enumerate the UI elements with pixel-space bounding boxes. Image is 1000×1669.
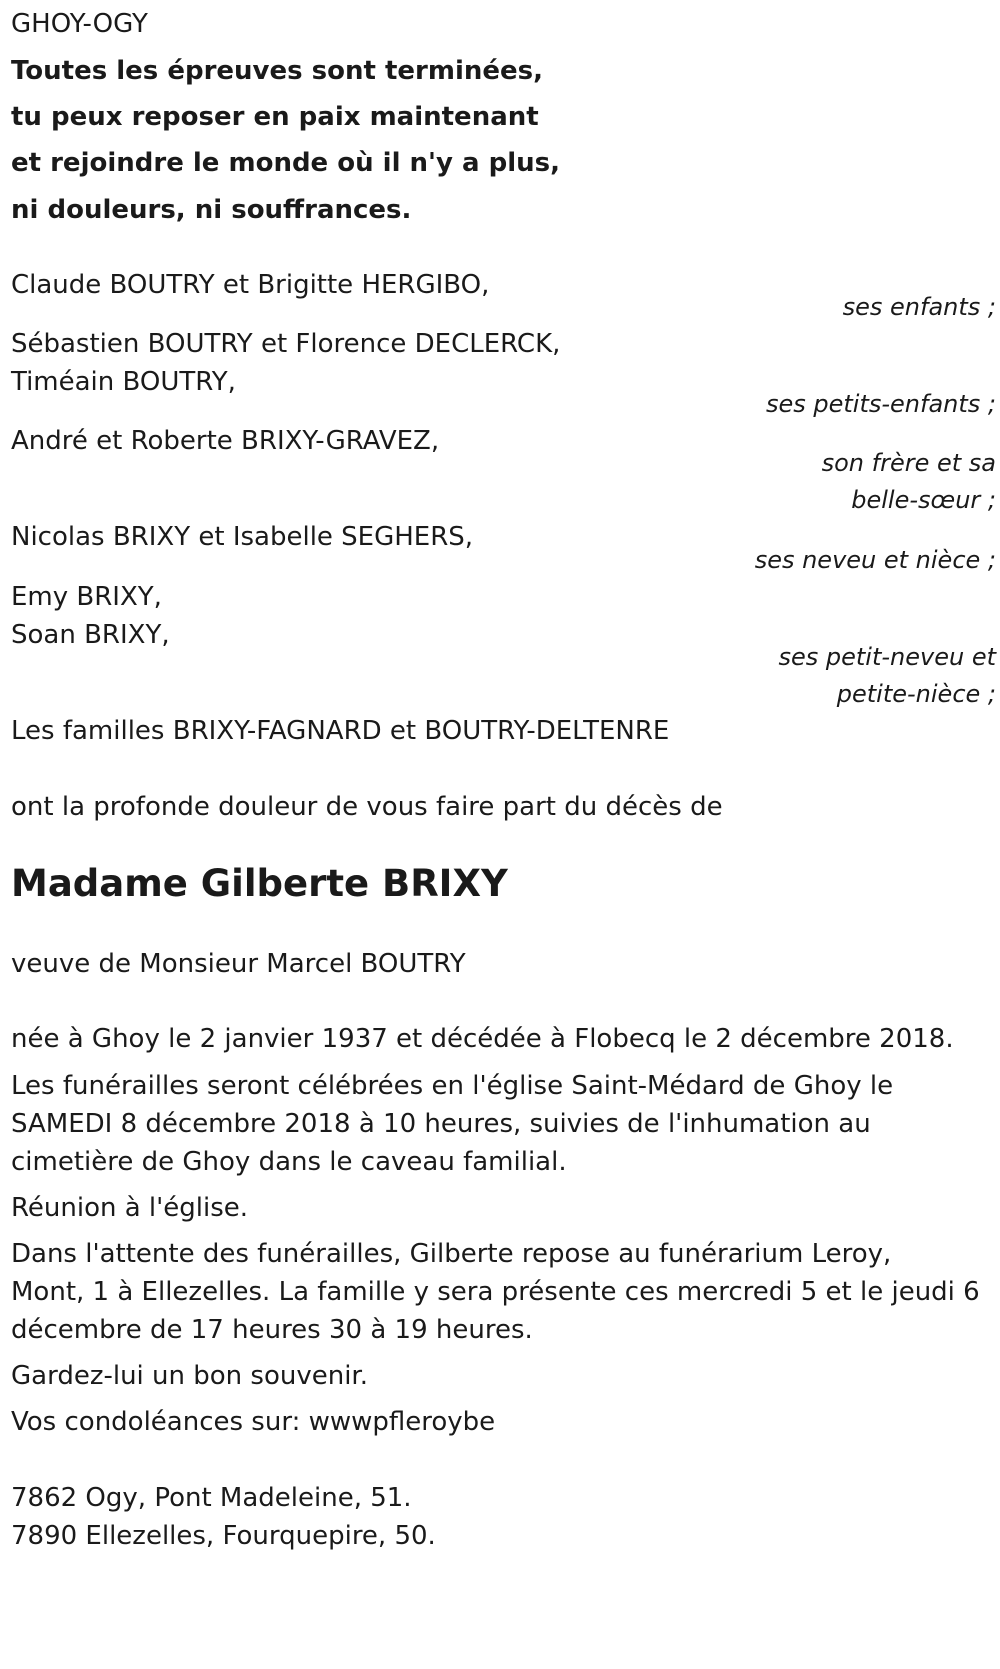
nephew-relation: ses neveu et nièce ;	[754, 546, 996, 574]
sibling-relation-1: son frère et sa	[821, 449, 996, 477]
announcement-intro: ont la profonde douleur de vous faire part du décès de	[11, 792, 723, 822]
grand-nephew-relation-2: petite-nièce ;	[836, 680, 996, 708]
birth-death-line: née à Ghoy le 2 janvier 1937 et décédée à Flobecq le 2 décembre 2018.	[11, 1024, 954, 1054]
families-line: Les familles BRIXY-FAGNARD et BOUTRY-DELTENRE	[11, 716, 670, 746]
sibling-names: André et Roberte BRIXY-GRAVEZ,	[11, 426, 440, 456]
waiting-line-1: Dans l'attente des funérailles, Gilberte repose au funérarium Leroy,	[11, 1239, 892, 1269]
meeting-line: Réunion à l'église.	[11, 1193, 249, 1223]
grandchildren-relation: ses petits-enfants ;	[765, 390, 996, 418]
grand-nephew-name-2: Soan BRIXY,	[11, 620, 170, 650]
poem-line-1: Toutes les épreuves sont terminées,	[11, 56, 543, 86]
remember-line: Gardez-lui un bon souvenir.	[11, 1361, 368, 1391]
grand-nephew-relation-1: ses petit-neveu et	[778, 643, 996, 671]
poem-line-3: et rejoindre le monde où il n'y a plus,	[11, 148, 560, 178]
sibling-relation-2: belle-sœur ;	[851, 486, 996, 514]
grandchildren-names-1: Sébastien BOUTRY et Florence DECLERCK,	[11, 329, 561, 359]
children-relation: ses enfants ;	[842, 293, 996, 321]
poem-line-2: tu peux reposer en paix maintenant	[11, 102, 539, 132]
funeral-line-2: SAMEDI 8 décembre 2018 à 10 heures, suivies de l'inhumation au	[11, 1109, 871, 1139]
header-place: GHOY-OGY	[11, 9, 148, 39]
address-line-1: 7862 Ogy, Pont Madeleine, 51.	[11, 1483, 412, 1513]
nephew-names: Nicolas BRIXY et Isabelle SEGHERS,	[11, 522, 474, 552]
deceased-name: Madame Gilberte BRIXY	[11, 862, 508, 905]
widow-of: veuve de Monsieur Marcel BOUTRY	[11, 949, 466, 979]
condolences-line: Vos condoléances sur: wwwpfleroybe	[11, 1407, 496, 1437]
waiting-line-2: Mont, 1 à Ellezelles. La famille y sera présente ces mercredi 5 et le jeudi 6	[11, 1277, 980, 1307]
funeral-line-3: cimetière de Ghoy dans le caveau familial.	[11, 1147, 567, 1177]
poem-line-4: ni douleurs, ni souffrances.	[11, 195, 412, 225]
grand-nephew-name-1: Emy BRIXY,	[11, 582, 162, 612]
waiting-line-3: décembre de 17 heures 30 à 19 heures.	[11, 1315, 533, 1345]
children-names: Claude BOUTRY et Brigitte HERGIBO,	[11, 270, 490, 300]
address-line-2: 7890 Ellezelles, Fourquepire, 50.	[11, 1521, 436, 1551]
grandchildren-names-2: Timéain BOUTRY,	[11, 367, 236, 397]
funeral-line-1: Les funérailles seront célébrées en l'église Saint-Médard de Ghoy le	[11, 1071, 894, 1101]
